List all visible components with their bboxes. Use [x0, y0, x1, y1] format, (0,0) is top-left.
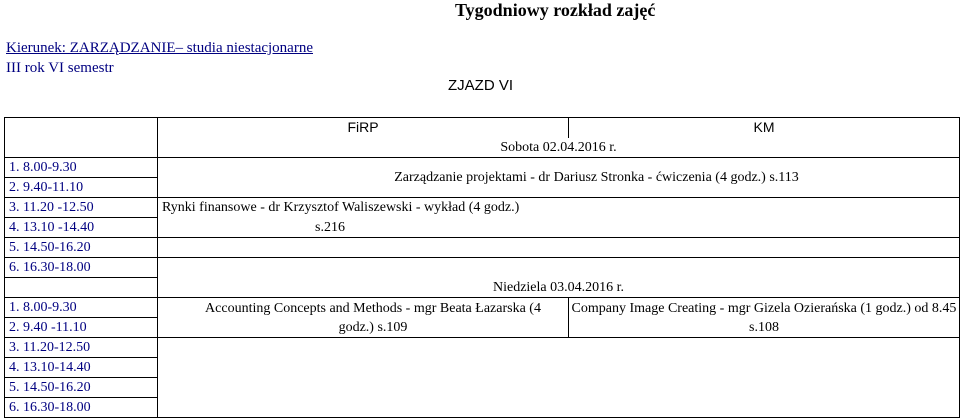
saturday-date: Sobota 02.04.2016 r.: [158, 138, 960, 158]
table-row: [5, 258, 960, 278]
table-row: [5, 158, 960, 178]
table-row: [5, 358, 960, 378]
sat-slot-3: 3. 11.20 -12.50: [5, 198, 158, 218]
rok-semestr-label: III rok VI semestr: [6, 60, 114, 76]
sun-slot-6: 6. 16.30-18.00: [5, 398, 158, 418]
sat-zarzadzanie-class: Zarządzanie projektami - dr Dariusz Stronka - ćwiczenia (4 godz.) s.113: [158, 158, 960, 198]
saturday-header-row: [5, 138, 960, 158]
group-firp: FiRP: [158, 118, 569, 138]
sat-slot-5: 5. 14.50-16.20: [5, 238, 158, 258]
schedule-table: [4, 117, 960, 418]
sun-slot-3: 3. 11.20-12.50: [5, 338, 158, 358]
sun-slot-2: 2. 9.40 -11.10: [5, 318, 158, 338]
group-header-row: [5, 118, 960, 138]
table-row: [5, 378, 960, 398]
sunday-header-row: [5, 278, 960, 298]
sat-slot-2: 2. 9.40-11.10: [5, 178, 158, 198]
table-row: [5, 198, 960, 218]
rynki-line1: Rynki finansowe - dr Krzysztof Waliszewski - wykład (4 godz.): [162, 200, 520, 215]
sat-slot-4: 4. 13.10 -14.40: [5, 218, 158, 238]
sat-slot-1: 1. 8.00-9.30: [5, 158, 158, 178]
page-title: Tygodniowy rozkład zajęć: [455, 0, 656, 20]
sat-slot-6: 6. 16.30-18.00: [5, 258, 158, 278]
zjazd-label: ZJAZD VI: [448, 77, 514, 94]
rynki-line2: s.216: [315, 220, 345, 235]
table-row: [5, 238, 960, 258]
table-row: [5, 338, 960, 358]
kierunek-label: Kierunek: ZARZĄDZANIE– studia niestacjonarne: [6, 40, 313, 56]
sunday-date: Niedziela 03.04.2016 r.: [158, 278, 960, 298]
table-row: [5, 398, 960, 418]
sun-slot-5: 5. 14.50-16.20: [5, 378, 158, 398]
sun-slot-1: 1. 8.00-9.30: [5, 298, 158, 318]
sun-company-class: Company Image Creating - mgr Gizela Ozierańska (1 godz.) od 8.45 s.108: [569, 298, 960, 338]
sun-accounting-class: Accounting Concepts and Methods - mgr Beata Łazarska (4 godz.) s.109: [158, 298, 569, 338]
group-km: KM: [569, 118, 960, 138]
sun-slot-4: 4. 13.10-14.40: [5, 358, 158, 378]
sat-rynki-class: [158, 198, 569, 238]
table-row: [5, 298, 960, 318]
